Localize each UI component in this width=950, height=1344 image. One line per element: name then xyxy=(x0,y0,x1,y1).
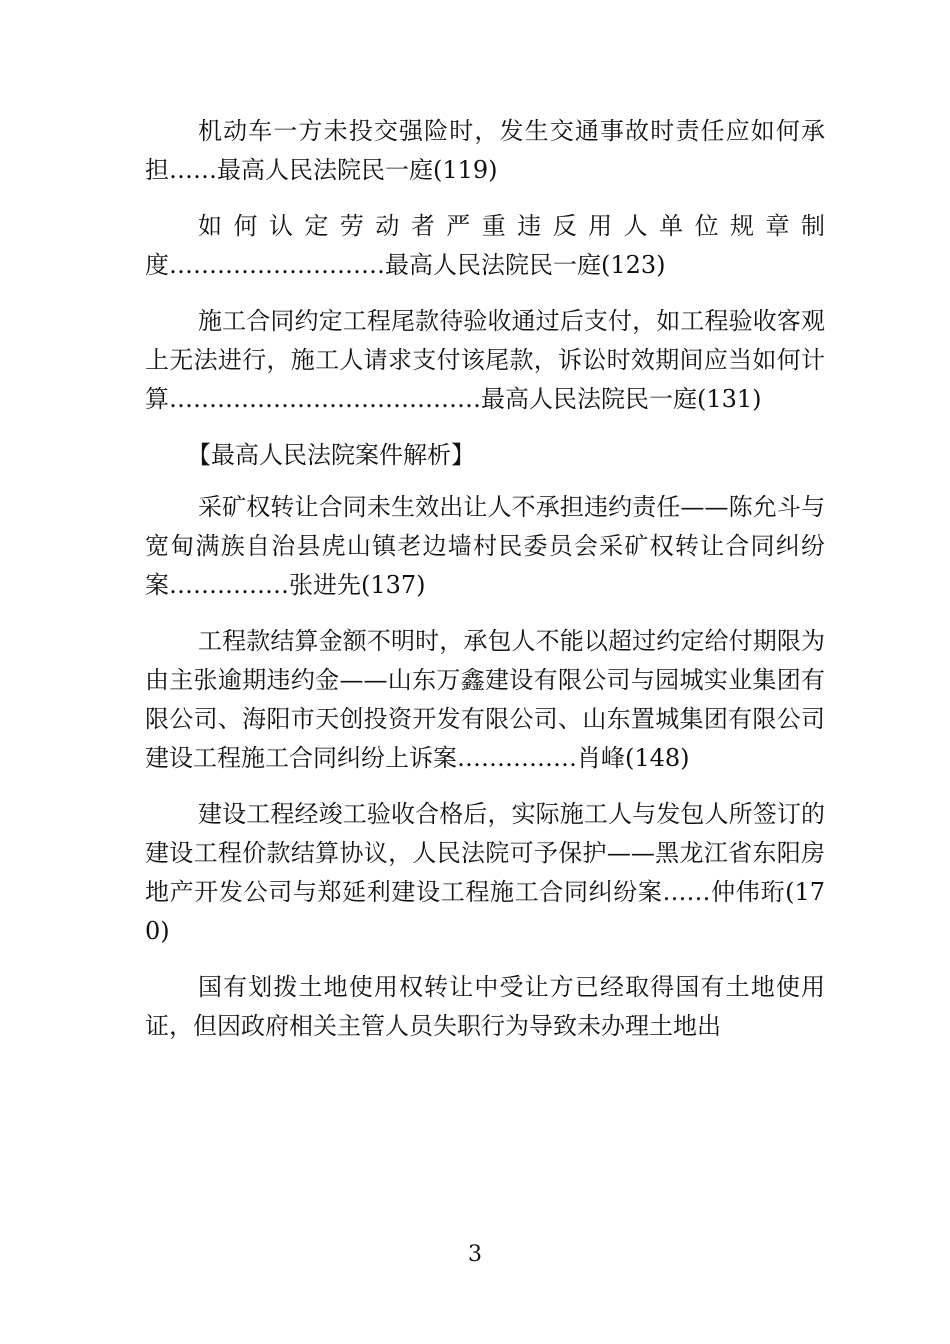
toc-entry: 国有划拨土地使用权转让中受让方已经取得国有土地使用证，但因政府相关主管人员失职行为导致未办理土地出 xyxy=(145,973,825,1040)
section-heading: 【最高人民法院案件解析】 xyxy=(187,441,475,469)
page-number: 3 xyxy=(468,1242,482,1267)
toc-entry: 工程款结算金额不明时，承包人不能以超过约定给付期限为由主张逾期违约金——山东万鑫建设有限公司与园城实业集团有限公司、海阳市天创投资开发有限公司、山东置城集团有限公司建设工程施工合同纠纷上诉案……………肖峰(148) xyxy=(145,627,825,772)
toc-entry: 如何认定劳动者严重违反用人单位规章制度………………………最高人民法院民一庭(123) xyxy=(145,212,825,279)
toc-entry: 采矿权转让合同未生效出让人不承担违约责任——陈允斗与宽甸满族自治县虎山镇老边墙村民委员会采矿权转让合同纠纷案……………张进先(137) xyxy=(145,493,825,599)
toc-entry: 施工合同约定工程尾款待验收通过后支付，如工程验收客观上无法进行，施工人请求支付该尾款，诉讼时效期间应当如何计算…………………………………最高人民法院民一庭(131) xyxy=(145,307,825,413)
toc-entry: 建设工程经竣工验收合格后，实际施工人与发包人所签订的建设工程价款结算协议，人民法院可予保护——黑龙江省东阳房地产开发公司与郑延利建设工程施工合同纠纷案……仲伟珩(170) xyxy=(145,800,825,945)
toc-entry: 机动车一方未投交强险时，发生交通事故时责任应如何承担……最高人民法院民一庭(119) xyxy=(145,117,825,184)
table-of-contents xyxy=(145,112,825,1063)
